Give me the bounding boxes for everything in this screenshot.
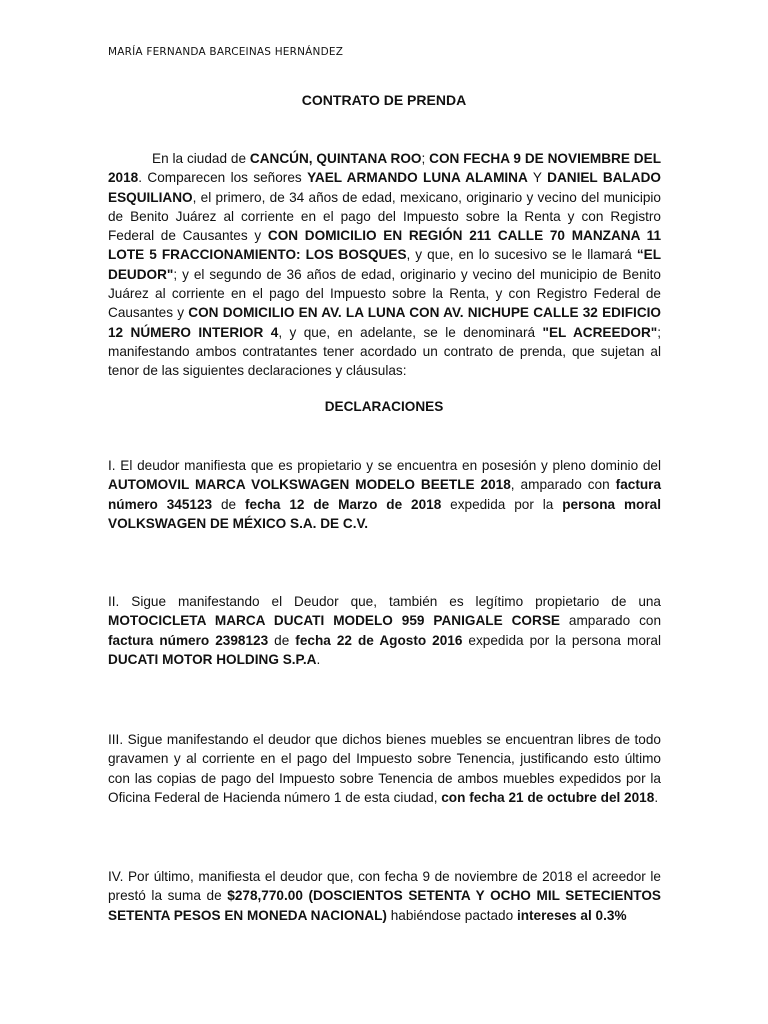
intro-bold: “EL DEUDOR" [108, 247, 661, 282]
declaration-text: I. El deudor manifiesta que es propietario y se encuentra en posesión y pleno dominio del [108, 458, 661, 473]
declaration-bold: DUCATI MOTOR HOLDING S.P.A [108, 651, 317, 667]
declaration-bold: $278,770.00 (DOSCIENTOS SETENTA Y OCHO MIL SETECIENTOS SETENTA PESOS EN MONEDA NACIONAL) [108, 888, 661, 923]
intro-text: ; manifestando ambos contratantes tener acordado un contrato de prenda, que sujetan al tenor de las siguientes declaraciones y cláusulas: [108, 324, 662, 379]
declaration-4 [108, 867, 661, 925]
declaration-text: IV. Por último, manifiesta el deudor que, con fecha 9 de noviembre de 2018 el acreedor le prestó la suma de [108, 869, 661, 904]
declaration-text: expedida por la [441, 496, 563, 512]
declaration-text: amparado con [559, 613, 661, 629]
declaration-text: , amparado con [510, 477, 616, 493]
declaration-bold: persona moral VOLKSWAGEN DE MÉXICO S.A. DE C.V. [108, 496, 661, 531]
intro-bold: CANCÚN, QUINTANA ROO [249, 151, 422, 166]
intro-text: ; [421, 151, 430, 166]
declaration-bold: fecha 12 de Marzo de 2018 [244, 496, 442, 512]
declaration-2 [108, 592, 661, 669]
intro-text: , y que, en lo sucesivo se le llamará [406, 247, 637, 263]
intro-bold: CON FECHA 9 DE NOVIEMBRE DEL 2018 [108, 151, 661, 186]
section-heading: DECLARACIONES [324, 399, 444, 414]
intro-bold: YAEL ARMANDO LUNA ALAMINA [307, 170, 528, 186]
declaration-text: de [268, 632, 296, 648]
declaration-text: habiéndose pactado [386, 907, 517, 923]
intro-text: , y que, en adelante, se le denominará [278, 324, 543, 340]
declaration-bold: intereses al 0.3% [516, 907, 627, 923]
intro-bold: CON DOMICILIO EN REGIÓN 211 CALLE 70 MANZANA 11 LOTE 5 FRACCIONAMIENTO: LOS BOSQUES [108, 228, 662, 263]
intro-text: ; y el segundo de 36 años de edad, originario y vecino del municipio de Benito Juárez al corriente en el pago del Impuesto sobre la Renta, y con Registro Federal de Causantes y [108, 266, 661, 321]
author-name: MARÍA FERNANDA BARCEINAS HERNÁNDEZ [108, 46, 344, 58]
intro-bold: "EL ACREEDOR" [542, 324, 658, 340]
declaration-text: de [212, 496, 245, 512]
declaration-bold: MOTOCICLETA MARCA DUCATI MODELO 959 PANIGALE CORSE [108, 613, 560, 629]
intro-text: Y [527, 170, 548, 186]
declaration-bold: factura número 2398123 [108, 632, 269, 648]
intro-text: . Comparecen los señores [138, 170, 308, 186]
declaration-bold: con fecha 21 de octubre del 2018 [441, 789, 655, 805]
intro-text: En la ciudad de [152, 151, 250, 166]
declaration-bold: factura número 345123 [108, 477, 661, 512]
document-title: CONTRATO DE PRENDA [301, 92, 467, 108]
intro-bold: CON DOMICILIO EN AV. LA LUNA CON AV. NICHUPE CALLE 32 EDIFICIO 12 NÚMERO INTERIOR 4 [108, 305, 661, 340]
intro-bold: DANIEL BALADO ESQUILIANO [108, 170, 661, 205]
declaration-3 [108, 730, 661, 807]
declaration-text: . [316, 651, 321, 667]
declaration-bold: AUTOMOVIL MARCA VOLKSWAGEN MODELO BEETLE 2018 [108, 477, 511, 493]
declaration-text: II. Sigue manifestando el Deudor que, también es legítimo propietario de una [108, 594, 661, 609]
declaration-text: . [654, 789, 659, 805]
intro-paragraph [108, 149, 661, 381]
intro-text: , el primero, de 34 años de edad, mexicano, originario y vecino del municipio de Benito Juárez al corriente en el pago del Impuesto sobre la Renta y con Registro Federal de Causantes y [108, 189, 661, 244]
declaration-1 [108, 456, 661, 533]
declaration-text: III. Sigue manifestando el deudor que dichos bienes muebles se encuentran libres de todo gravamen y al corriente en el pago del Impuesto sobre Tenencia, justificando esto último con las copias de pago del Impuesto sobre Tenencia de ambos muebles expedidos por la Oficina Federal de Hacienda número 1 de esta ciudad, [108, 732, 661, 805]
declaration-bold: fecha 22 de Agosto 2016 [295, 632, 463, 648]
declaration-text: expedida por la persona moral [462, 632, 662, 648]
